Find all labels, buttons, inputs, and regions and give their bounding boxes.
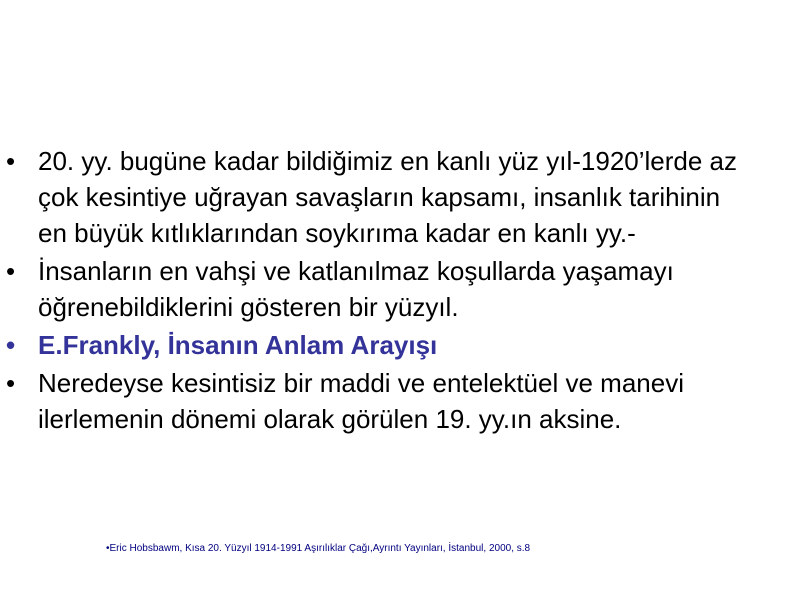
bullet-item bbox=[6, 253, 746, 325]
bullet-item bbox=[6, 365, 746, 437]
bullet-icon: • bbox=[6, 146, 16, 176]
footnote-citation: •Eric Hobsbawm, Kısa 20. Yüzyıl 1914-1991 Aşırılıklar Çağı,Ayrıntı Yayınları, İstanbul, 2000, s.8 bbox=[106, 543, 531, 554]
bullet-icon: • bbox=[6, 368, 16, 398]
bullet-text: 20. yy. bugüne kadar bildiğimiz en kanlı yüz yıl-1920’lerde az çok kesintiye uğrayan savaşların kapsamı, insanlık tarihinin en büyük kıtlıklarından soykırıma kadar en kanlı yy.- bbox=[38, 146, 738, 248]
bullet-text: İnsanların en vahşi ve katlanılmaz koşullarda yaşamayı öğrenebildiklerini gösteren bir yüzyıl. bbox=[38, 256, 674, 322]
bullet-item-highlighted bbox=[6, 327, 746, 363]
bullet-text: E.Frankly, İnsanın Anlam Arayışı bbox=[38, 330, 438, 360]
bullet-list bbox=[6, 143, 746, 437]
bullet-item bbox=[6, 143, 746, 251]
bullet-icon: • bbox=[6, 330, 16, 360]
bullet-icon: • bbox=[6, 256, 16, 286]
bullet-text: Neredeyse kesintisiz bir maddi ve entelektüel ve manevi ilerlemenin dönemi olarak görülen 19. yy.ın aksine. bbox=[38, 368, 684, 434]
